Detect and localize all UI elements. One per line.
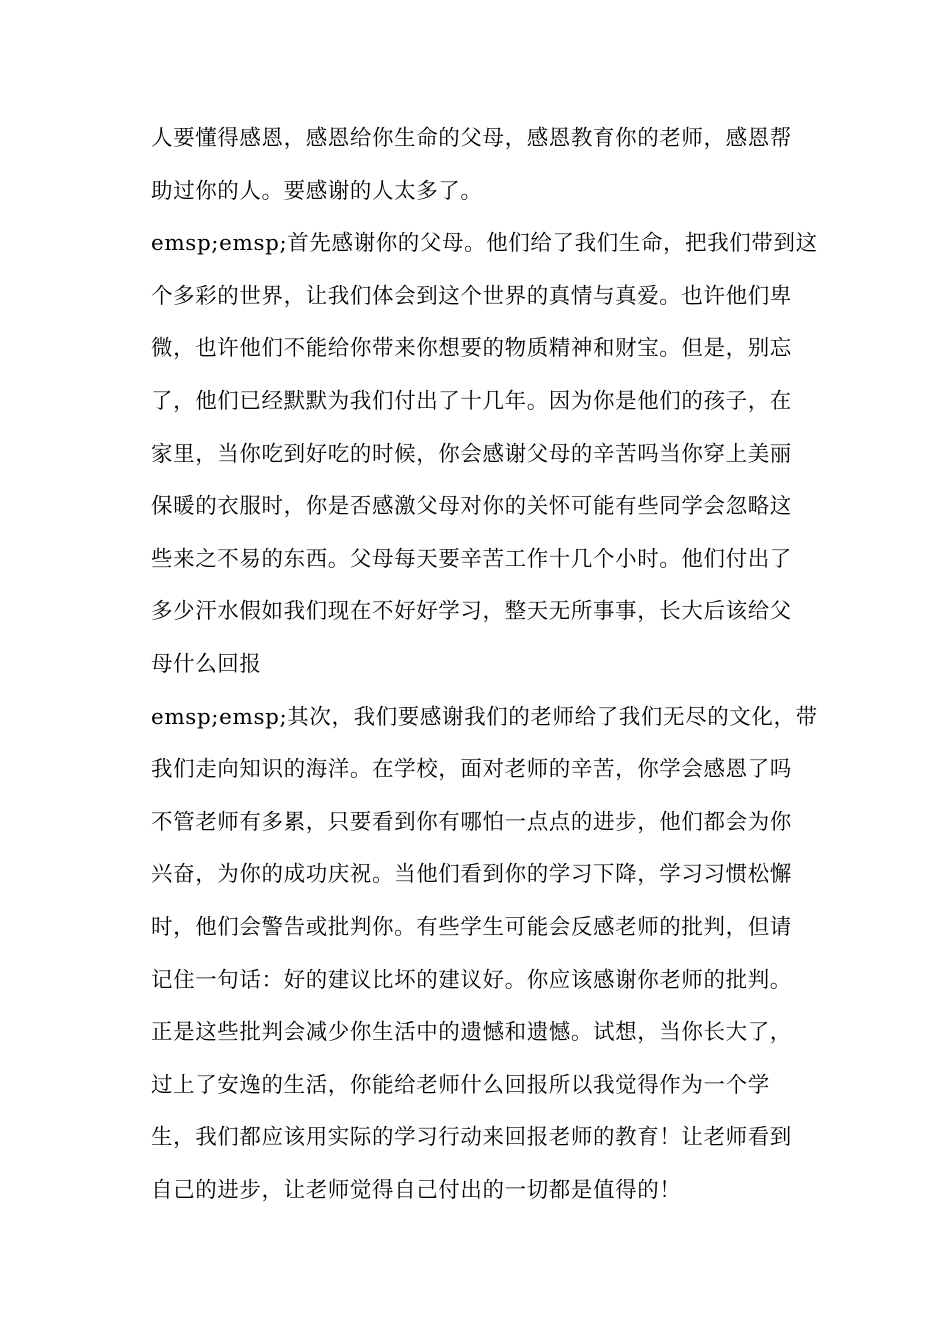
text-line: 保暖的衣服时，你是否感激父母对你的关怀可能有些同学会忽略这: [151, 494, 792, 520]
text-line: 时，他们会警告或批判你。有些学生可能会反感老师的批判，但请: [151, 914, 792, 940]
text-line: 记住一句话：好的建议比坏的建议好。你应该感谢你老师的批判。: [151, 967, 792, 993]
text-line: emsp;emsp;其次，我们要感谢我们的老师给了我们无尽的文化，带: [151, 704, 818, 730]
text-line: 我们走向知识的海洋。在学校，面对老师的辛苦，你学会感恩了吗: [151, 757, 792, 783]
text-line: 人要懂得感恩，感恩给你生命的父母，感恩教育你的老师，感恩帮: [151, 126, 792, 151]
text-line: 正是这些批判会减少你生活中的遗憾和遗憾。试想，当你长大了，: [151, 1020, 792, 1046]
text-line: 兴奋，为你的成功庆祝。当他们看到你的学习下降，学习习惯松懈: [151, 862, 792, 888]
text-line: 生，我们都应该用实际的学习行动来回报老师的教育！让老师看到: [151, 1125, 792, 1151]
text-line: emsp;emsp;首先感谢你的父母。他们给了我们生命，把我们带到这: [151, 231, 818, 257]
text-line: 助过你的人。要感谢的人太多了。: [151, 178, 483, 204]
text-line: 微，也许他们不能给你带来你想要的物质精神和财宝。但是，别忘: [151, 336, 792, 362]
text-line: 母什么回报: [151, 651, 262, 677]
text-line: 个多彩的世界，让我们体会到这个世界的真情与真爱。也许他们卑: [151, 283, 792, 309]
text-line: 多少汗水假如我们现在不好好学习，整天无所事事，长大后该给父: [151, 599, 792, 625]
essay-body: [151, 113, 818, 1217]
text-line: 家里，当你吃到好吃的时候，你会感谢父母的辛苦吗当你穿上美丽: [151, 441, 792, 467]
text-line: 不管老师有多累，只要看到你有哪怕一点点的进步，他们都会为你: [151, 809, 792, 835]
text-line: 自己的进步，让老师觉得自己付出的一切都是值得的！: [151, 1177, 682, 1203]
text-line: 了，他们已经默默为我们付出了十几年。因为你是他们的孩子，在: [151, 388, 792, 414]
text-line: 过上了安逸的生活，你能给老师什么回报所以我觉得作为一个学: [151, 1072, 770, 1098]
text-line: 些来之不易的东西。父母每天要辛苦工作十几个小时。他们付出了: [151, 546, 792, 572]
